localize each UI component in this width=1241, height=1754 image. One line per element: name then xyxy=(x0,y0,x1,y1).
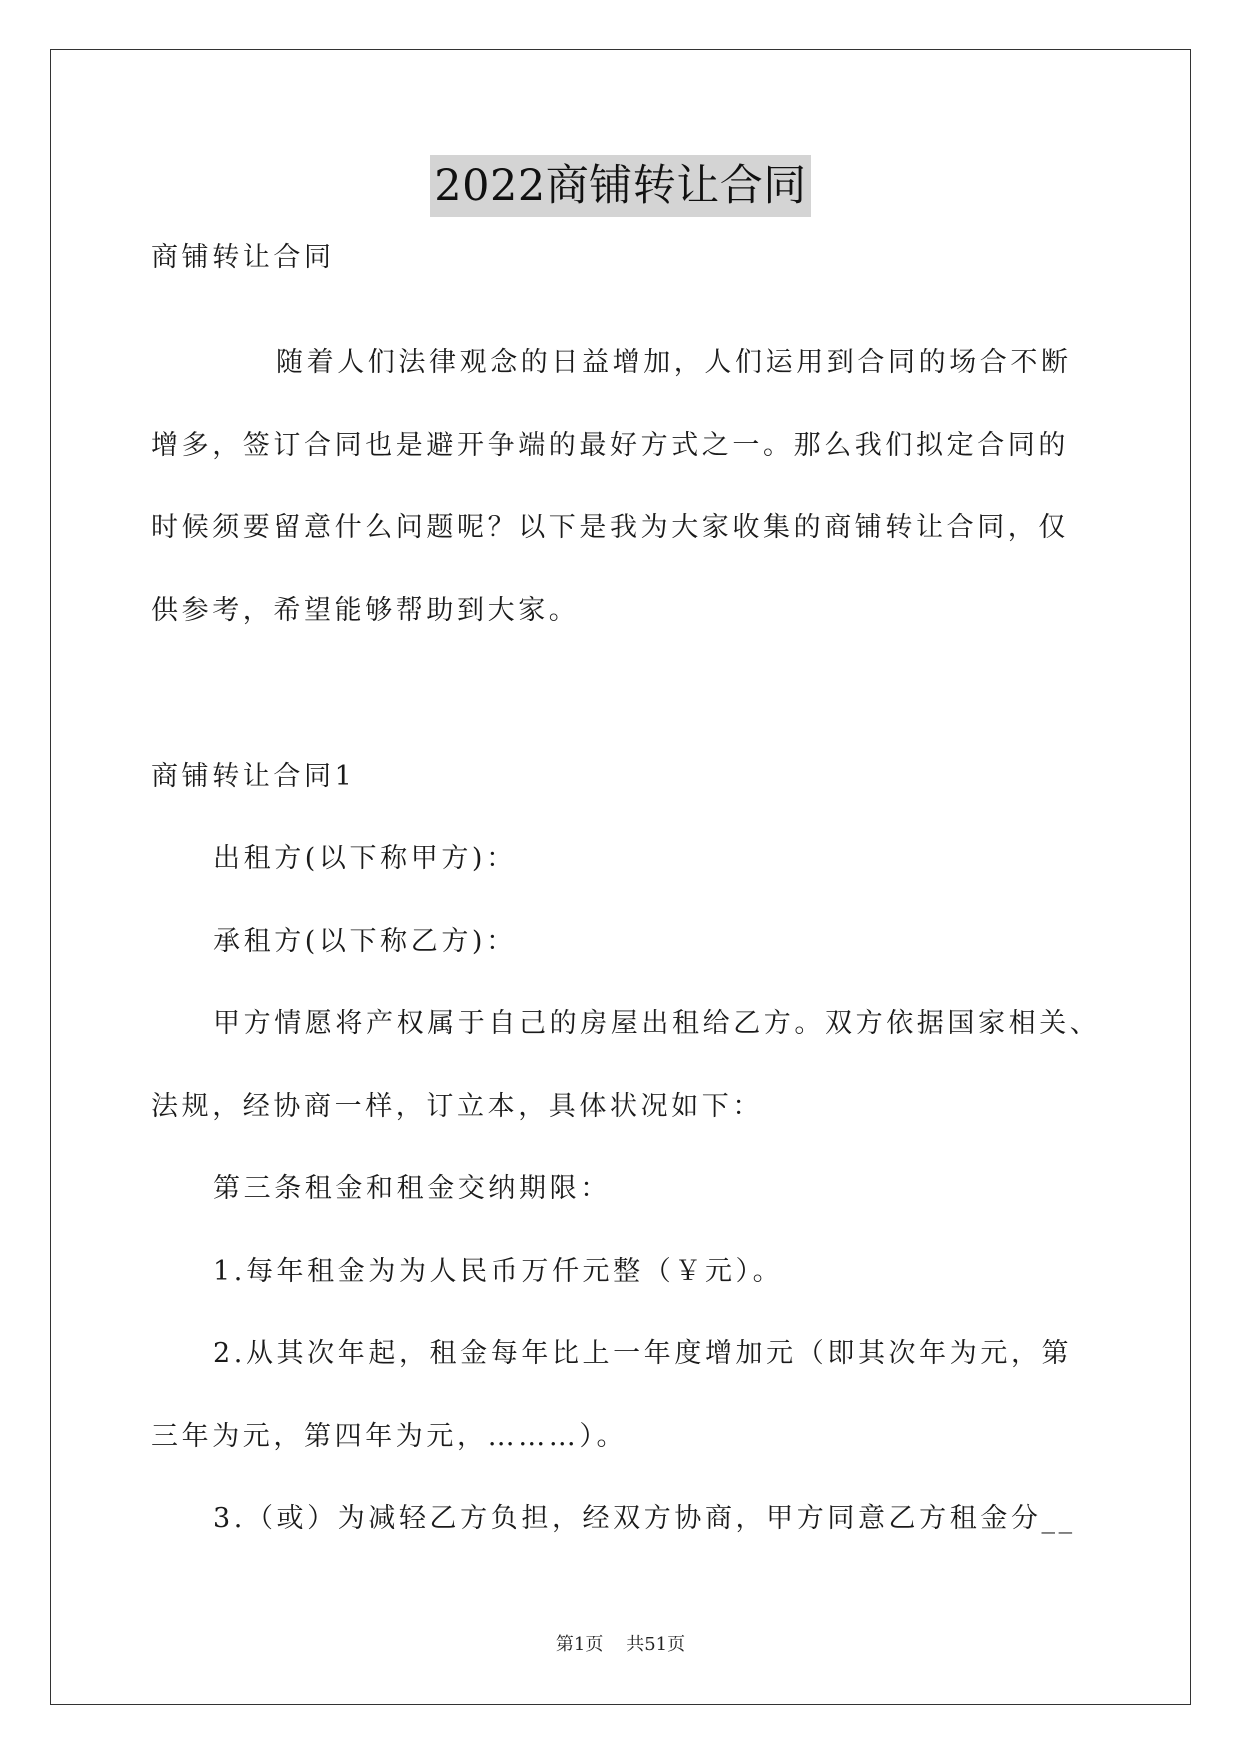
party-b-line: 承租方(以下称乙方)： xyxy=(213,926,517,957)
document-title: 2022商铺转让合同 xyxy=(430,155,810,217)
agreement-line-2: 法规，经协商一样，订立本，具体状况如下： xyxy=(151,1091,763,1122)
page-border xyxy=(50,49,1191,1705)
intro-line-4: 供参考，希望能够帮助到大家。 xyxy=(151,595,580,626)
article-heading: 第三条租金和租金交纳期限： xyxy=(213,1173,611,1204)
clause-1: 1.每年租金为为人民币万仟元整（￥元）。 xyxy=(213,1256,784,1287)
document-subtitle: 商铺转让合同 xyxy=(151,242,335,273)
section-heading: 商铺转让合同1 xyxy=(151,761,356,792)
party-a-line: 出租方(以下称甲方)： xyxy=(213,843,517,874)
title-container xyxy=(0,155,1241,217)
page-number-footer: 第1页 共51页 xyxy=(555,1634,686,1655)
intro-line-2: 增多，签订合同也是避开争端的最好方式之一。那么我们拟定合同的 xyxy=(151,430,1069,461)
agreement-line-1: 甲方情愿将产权属于自己的房屋出租给乙方。双方依据国家相关、 xyxy=(213,1008,1101,1039)
intro-line-3: 时候须要留意什么问题呢？以下是我为大家收集的商铺转让合同，仅 xyxy=(151,512,1069,543)
clause-2-line-2: 三年为元，第四年为元，………）。 xyxy=(151,1421,628,1452)
intro-line-1: 随着人们法律观念的日益增加，人们运用到合同的场合不断 xyxy=(276,347,1072,378)
clause-3: 3.（或）为减轻乙方负担，经双方协商，甲方同意乙方租金分__ xyxy=(213,1503,1076,1534)
clause-2-line-1: 2.从其次年起，租金每年比上一年度增加元（即其次年为元，第 xyxy=(213,1338,1073,1369)
